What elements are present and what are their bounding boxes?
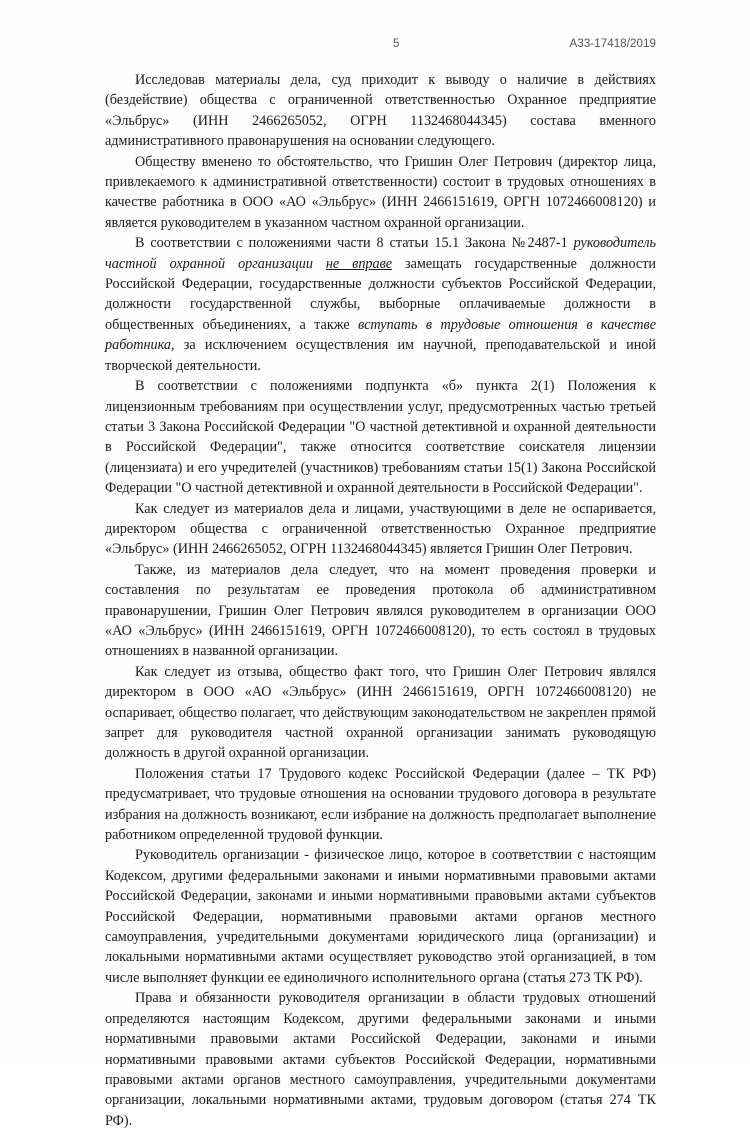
text-run: замещать государственные должности Российской Федерации, государственные должности субъектов Российской Федерации, должности государственной службы, выборные оплачиваемые должности в общественных объединениях, а также (105, 255, 657, 333)
paragraph-p7-response-feedback (105, 662, 656, 764)
text-run: , за исключением осуществления им научной, преподавательской и иной творческой деятельности. (105, 337, 656, 374)
text-run: В соответствии с положениями части 8 статьи 15.1 Закона №2487-1 (135, 235, 574, 252)
paragraph-p6-inspection-moment (105, 560, 656, 662)
paragraph-p9-head-of-organization (105, 845, 656, 988)
document-body (105, 70, 656, 1131)
paragraph-p1-investigated-materials (105, 70, 656, 152)
text-run: Как следует из материалов дела и лицами, участвующими в деле не оспаривается, директором общества с ограниченной ответственностью Охранное предприятие «Эльбрус» (ИНН 2466265052, ОГРН 1132468044345) является Гришин Олег Петрович. (105, 500, 656, 558)
emphasis-italic-underline: не вправе (325, 255, 393, 272)
emphasis-italic: руководитель частной охранной организации (105, 235, 656, 272)
paragraph-p5-director-established (105, 499, 656, 560)
text-run: Как следует из отзыва, общество факт того, что Гришин Олег Петрович являлся директором в ООО «АО «Эльбрус» (ИНН 2466151619, ОРГН 1072466008120) не оспаривает, общество полагает, что действующим законодательством не закреплен прямой запрет для руководителя частной охранной организации занимать руководящую должность в другой охранной организации. (105, 663, 656, 762)
emphasis-italic: вступать в трудовые отношения в качестве работника (105, 316, 656, 354)
text-run: Исследовав материалы дела, суд приходит к выводу о наличие в действиях (бездействие) общества с ограниченной ответственностью Охранное предприятие «Эльбрус» (ИНН 2466265052, ОГРН 1132468044345) состава вменного административного правонарушения на основании следующего. (105, 72, 656, 150)
text-run: Положения статьи 17 Трудового кодекс Российской Федерации (далее – ТК РФ) предусматривает, что трудовые отношения на основании трудового договора в результате избрания на должность возникают, если избрание на должность предполагает выполнение работником определенной трудовой функции. (105, 765, 656, 844)
text-run: В соответствии с положениями подпункта «б» пункта 2(1) Положения к лицензионным требованиям при осуществлении услуг, предусмотренных частью третьей статьи 3 Закона Российской Федерации "О частной детективной и охранной деятельности в Российской Федерации", также относится соответствие соискателя лицензии (лицензиата) и его учредителей (участников) требованиям статьи 15(1) Закона Российской Федерации "О частной детективной и охранной деятельности в Российской Федерации". (105, 378, 656, 497)
text-run: Также, из материалов дела следует, что на момент проведения проверки и составления по результатам ее проведения протокола об административном правонарушении, Гришин Олег Петрович являлся руководителем в организации ООО «АО «Эльбрус» (ИНН 2466151619, ОРГН 1072466008120), то есть состоял в трудовых отношениях в названной организации. (105, 561, 656, 660)
paragraph-p3-law-2487-1 (105, 233, 656, 376)
case-number: А33-17418/2019 (569, 38, 656, 50)
text-run: Обществу вменено то обстоятельство, что Гришин Олег Петрович (директор лица, привлекаемого к административной ответственности) состоит в трудовых отношениях в качестве работника в ООО «АО «Эльбрус» (ИНН 2466151619, ОРГН 1072466008120) и является руководителем в указанном частном охранной организации. (105, 153, 656, 231)
text-run: Права и обязанности руководителя организации в области трудовых отношений определяются настоящим Кодексом, другими федеральными законами и иными нормативными правовыми актами Российской Федерации, законами и иными нормативными правовыми актами субъектов Российской Федерации, нормативными правовыми актами органов местного самоуправления, учредительными документами организации, локальными нормативными актами, трудовым договором (статья 274 ТК РФ). (105, 990, 656, 1129)
paragraph-p2-company-charged (105, 152, 656, 234)
paragraph-p8-article-17-tk (105, 764, 656, 846)
page-header (105, 38, 656, 56)
text-run: Руководитель организации - физическое лицо, которое в соответствии с настоящим Кодексом, другими федеральными законами и иными нормативными правовыми актами Российской Федерации, законами и иными нормативными правовыми актами субъектов Российской Федерации, нормативными правовыми актами органов местного самоуправления, учредительными документами юридического лица (организации) и локальными нормативными актами осуществляет руководство этой организацией, в том числе выполняет функции ее единоличного исполнительного органа (статья 273 ТК РФ). (105, 847, 656, 986)
paragraph-p4-licensing-requirements (105, 376, 656, 498)
page-number: 5 (393, 38, 400, 50)
